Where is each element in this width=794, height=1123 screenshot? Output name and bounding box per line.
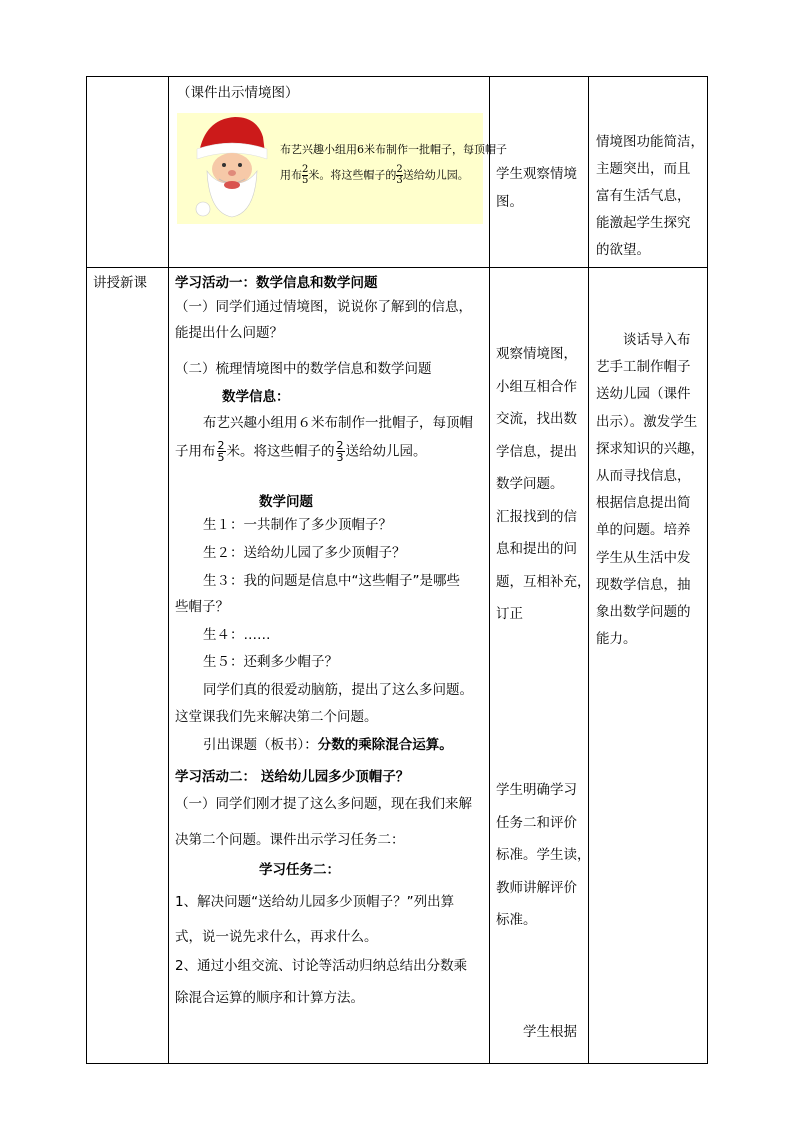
fraction-two-thirds (336, 440, 345, 463)
text-line: 艺手工制作帽子 (596, 359, 691, 376)
task1-line2: 式，说一说先求什么，再求什么。 (175, 929, 378, 945)
text-line: 学信息，提出 (496, 443, 577, 460)
text-line: 题，互相补充， (496, 573, 591, 590)
frac-den: 3 (396, 175, 403, 186)
a1-p1-line1: （一）同学们通过情境图，说说你了解到的信息， (175, 299, 472, 315)
table-row-divider (86, 267, 708, 268)
student-activity-row2-part1 (496, 338, 591, 631)
frac-num: 2 (336, 439, 344, 452)
text-line: 富有生活气息， (596, 188, 691, 204)
text-line: 根据信息提出简 (596, 495, 691, 512)
illustration-text: 送给幼儿园。 (402, 168, 469, 182)
text-line: 现数学信息，抽 (596, 576, 691, 593)
santa-icon (177, 113, 287, 224)
questions-title: 数学问题 (259, 494, 313, 510)
fraction-two-fifths (217, 440, 226, 463)
text-line: 送幼儿园（课件 (596, 386, 691, 403)
text-line: 小组互相合作 (496, 378, 577, 395)
illustration-text-line2 (280, 165, 469, 186)
text-line: 交流，找出数 (496, 411, 577, 427)
question-3-line1: 生３：我的问题是信息中“这些帽子”是哪些 (203, 573, 460, 589)
table-border-top (86, 76, 708, 77)
a2-p1-line1: （一）同学们刚才提了这么多问题，现在我们来解 (175, 796, 472, 812)
frac-num: 2 (396, 164, 403, 175)
illustration-text: 用布 (280, 168, 302, 182)
text-line: 象出数学问题的 (596, 604, 691, 621)
info-line2 (175, 440, 427, 463)
question-2: 生２：送给幼儿园了多少顶帽子？ (203, 545, 406, 561)
text: 送给幼儿园。 (345, 443, 427, 460)
text-line: 标准。 (496, 912, 537, 928)
text-line: 能力。 (596, 631, 637, 648)
text-line: 学生从生活中发 (596, 549, 691, 566)
student-activity-row2-part3: 学生根据 (523, 1024, 577, 1040)
table-border-bottom (86, 1063, 708, 1064)
frac-num: 2 (217, 439, 225, 452)
question-1: 生１：一共制作了多少顶帽子？ (203, 517, 392, 533)
student-activity-row1 (496, 160, 577, 216)
praise-line1: 同学们真的很爱动脑筋，提出了这么多问题。 (203, 682, 473, 698)
text: 引出课题（板书）： (203, 737, 318, 753)
a2-p1-line2: 决第二个问题。课件出示学习任务二： (175, 832, 405, 848)
text-line: 数学问题。 (496, 476, 564, 492)
stage-label: 讲授新课 (93, 275, 147, 291)
table-border-col1 (168, 76, 169, 1063)
info-line1: 布艺兴趣小组用６米布制作一批帽子，每顶帽 (203, 415, 473, 431)
text-line: 主题突出，而且 (596, 161, 691, 177)
task2-line1: 2、通过小组交流、讨论等活动归纳总结出分数乘 (175, 958, 468, 974)
text-line: 订正 (496, 606, 523, 622)
text-line: 的欲望。 (596, 242, 650, 258)
illustration-text-line1: 布艺兴趣小组用6米布制作一批帽子，每顶帽子 (280, 143, 507, 156)
text-line: 情境图功能简洁， (596, 134, 704, 150)
text-line: 出示）。激发学生 (596, 413, 698, 430)
text-line: 汇报找到的信 (496, 508, 577, 525)
text-line: 探求知识的兴趣， (596, 440, 704, 457)
table-border-right (707, 76, 708, 1063)
activity1-title: 学习活动一：数学信息和数学问题 (175, 275, 378, 291)
student-activity-row2-part2 (496, 774, 591, 937)
info-title: 数学信息： (222, 389, 290, 405)
task-title: 学习任务二： (259, 862, 340, 878)
text-line: 标准。学生读， (496, 847, 591, 863)
design-intent-row2 (596, 327, 704, 653)
text-line: 单的问题。培养 (596, 522, 691, 539)
text-line: 教师讲解评价 (496, 879, 577, 896)
question-3-line2: 些帽子？ (175, 599, 229, 615)
frac-den: 5 (217, 451, 225, 464)
text: 子用布 (175, 443, 216, 460)
scenario-illustration (177, 113, 507, 224)
frac-den: 3 (336, 451, 344, 464)
table-border-col2 (489, 76, 490, 1063)
a1-p1-line2: 能提出什么问题？ (175, 325, 283, 341)
text-line: 任务二和评价 (496, 814, 577, 831)
text-line: 从而寻找信息， (596, 468, 691, 485)
text-line: 图。 (496, 194, 523, 210)
text-line: 能激起学生探究 (596, 215, 691, 231)
task2-line2: 除混合运算的顺序和计算方法。 (175, 990, 364, 1006)
activity2-title: 学习活动二： 送给幼儿园多少顶帽子？ (175, 769, 410, 785)
task1-line1: 1、解决问题“送给幼儿园多少顶帽子？”列出算 (175, 894, 455, 910)
text-line: 学生观察情境 (496, 166, 577, 182)
text-line: 谈话导入布 (623, 332, 691, 348)
frac-num: 2 (302, 164, 309, 175)
frac-den: 5 (302, 175, 309, 186)
courseware-note: （课件出示情境图） (177, 85, 299, 101)
text: 米。将这些帽子的 (226, 443, 335, 460)
table-border-left (86, 76, 87, 1063)
text-line: 学生明确学习 (496, 782, 577, 798)
text-line: 观察情境图， (496, 346, 577, 362)
question-5: 生５：还剩多少帽子？ (203, 654, 338, 670)
design-intent-row1 (596, 129, 704, 264)
a1-p2: （二）梳理情境图中的数学信息和数学问题 (175, 361, 432, 377)
illustration-text: 米。将这些帽子的 (308, 168, 397, 182)
lesson-topic: 分数的乘除混合运算。 (317, 737, 453, 753)
question-4: 生４：…… (203, 627, 271, 643)
text-line: 息和提出的问 (496, 541, 577, 557)
topic-line (203, 737, 453, 754)
praise-line2: 这堂课我们先来解决第二个问题。 (175, 709, 378, 725)
